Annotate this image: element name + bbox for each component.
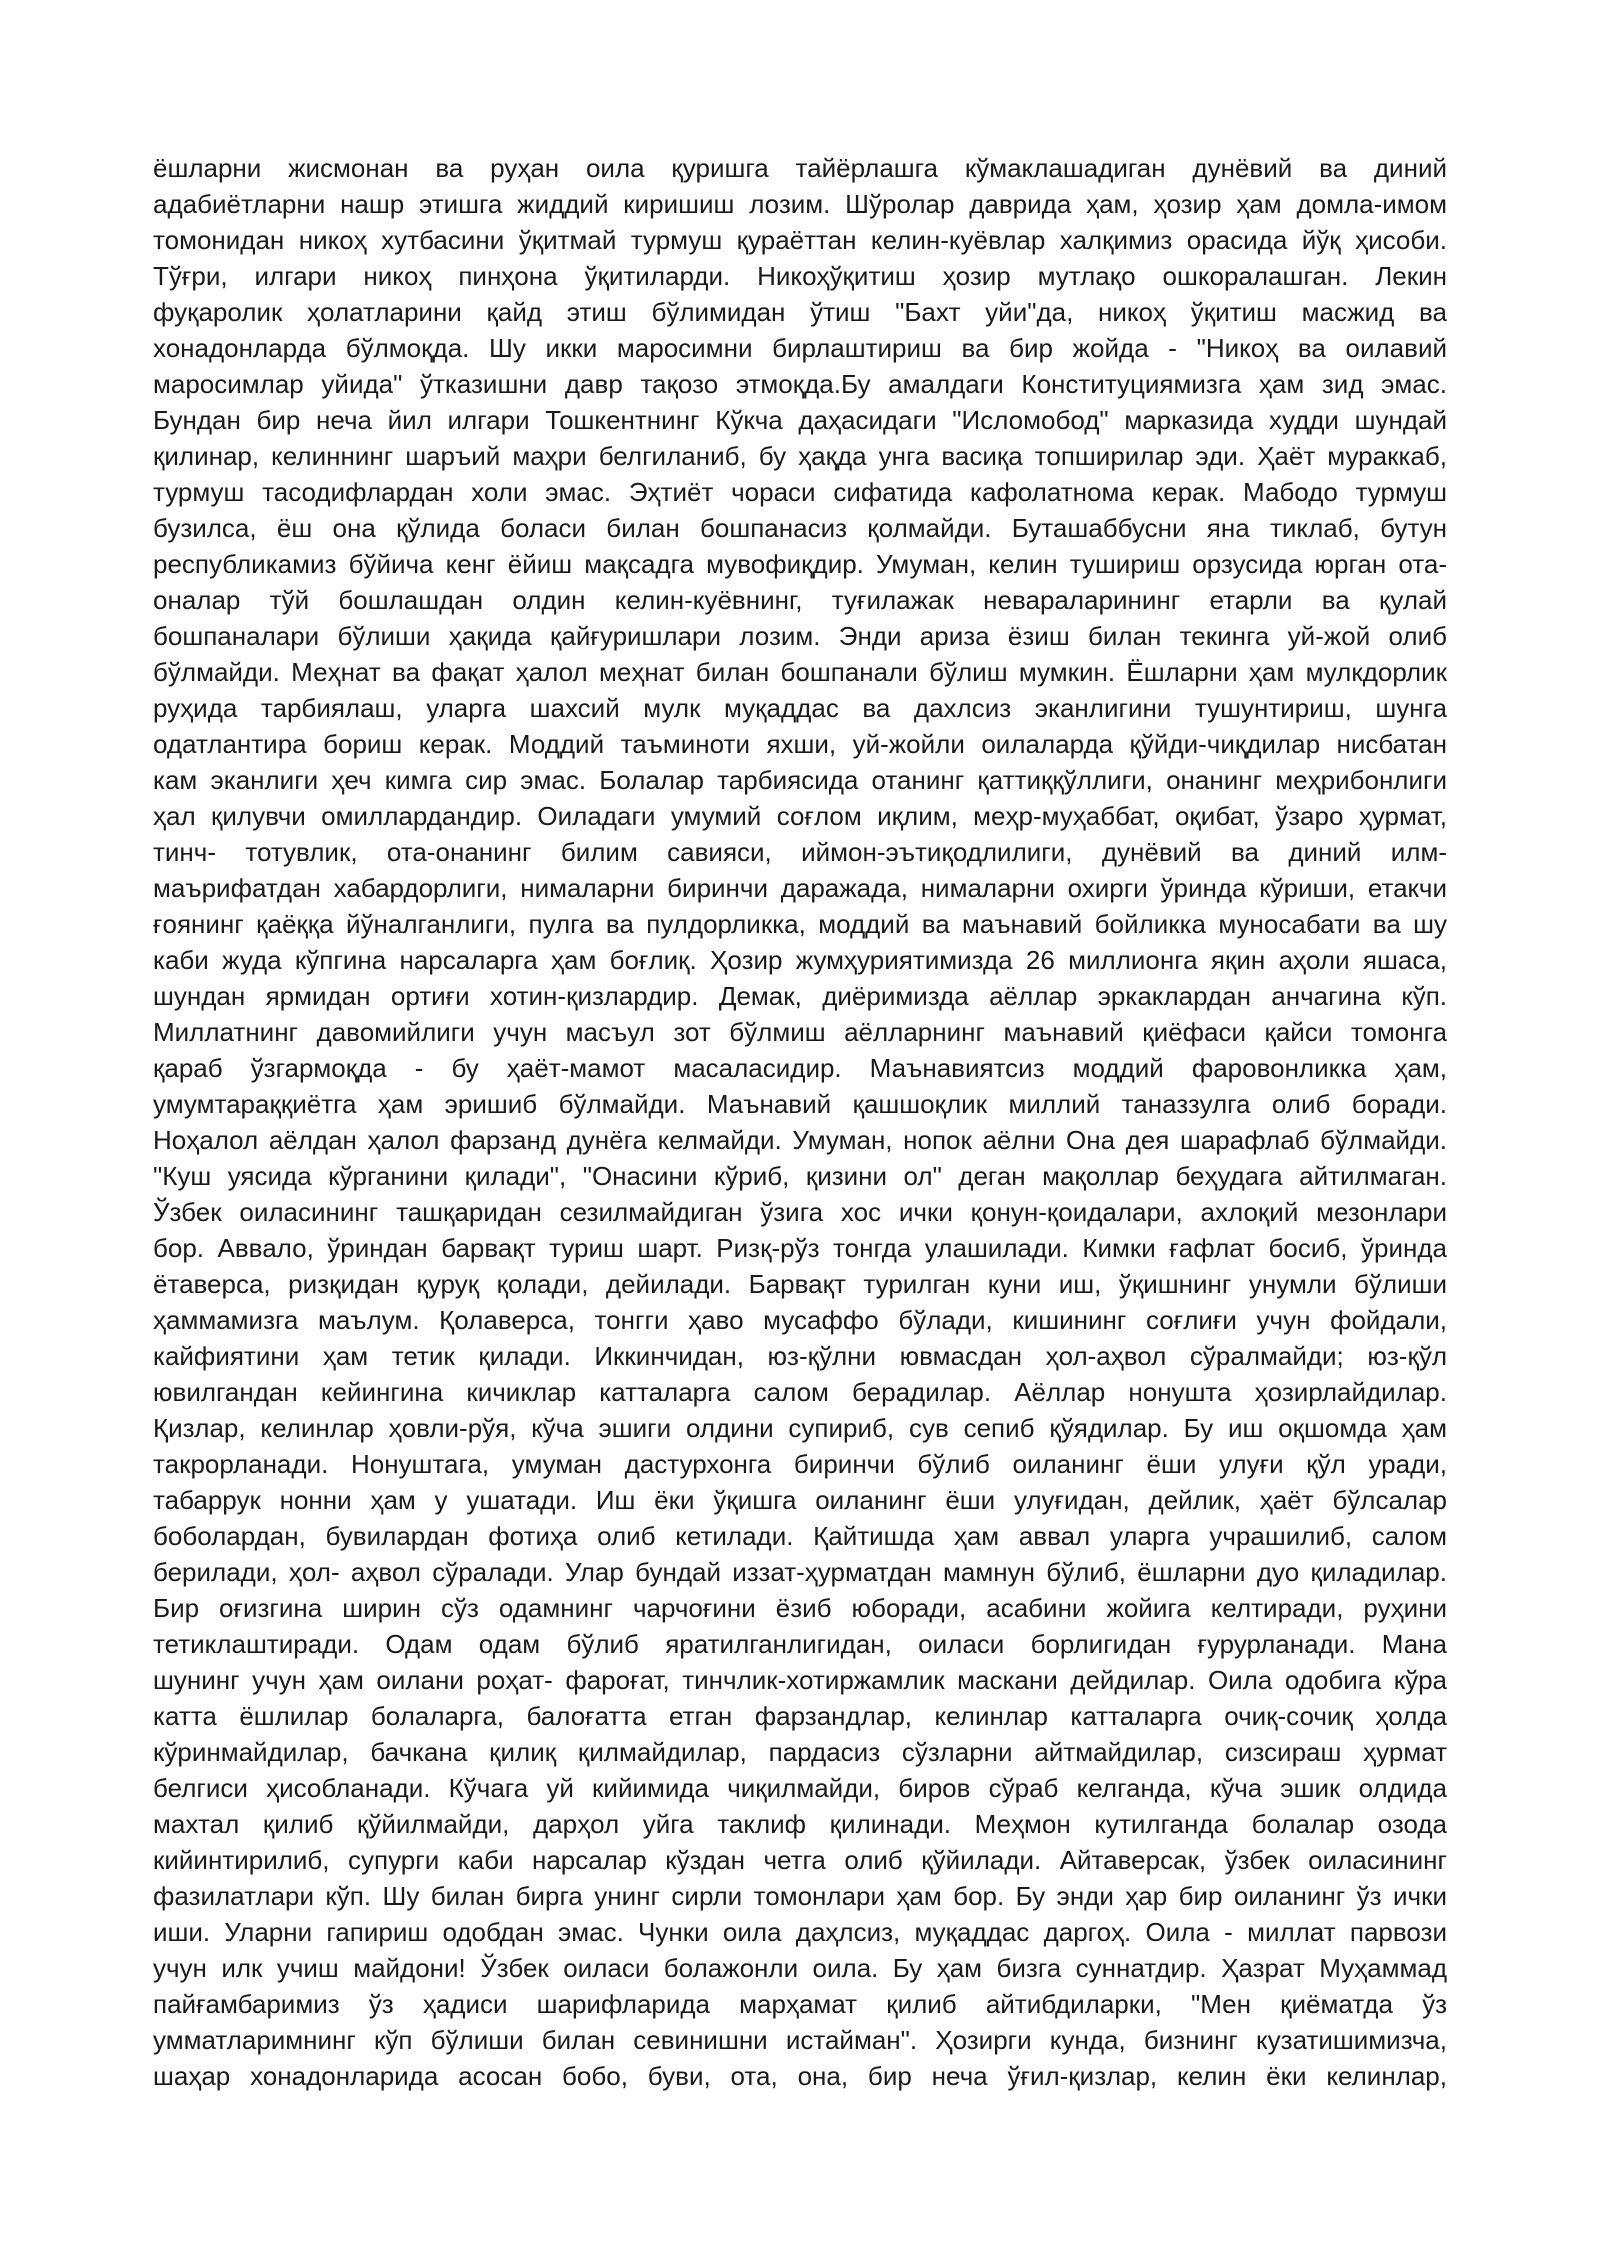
text-line: ювилгандан кейингина кичиклар катталарга салом берадилар. Аёллар нонушта ҳозирлайдилар.	[153, 1377, 1447, 1407]
text-line: шундан ярмидан ортиғи хотин-қизлардир. Демак, диёримизда аёллар эркаклардан анчагина кўп.	[153, 981, 1447, 1011]
text-line: берилади, ҳол- аҳвол сўралади. Улар бундай иззат-ҳурматдан мамнун бўлиб, ёшларни дуо қиладилар.	[153, 1557, 1447, 1587]
text-line: бор. Аввало, ўриндан барвақт туриш шарт. Ризқ-рўз тонгда улашилади. Кимки ғафлат босиб, ўринда	[153, 1233, 1447, 1263]
text-line: Тўғри, илгари никоҳ пинҳона ўқитиларди. Никоҳўқитиш ҳозир мутлақо ошкоралашган. Лекин	[153, 261, 1447, 291]
text-line: ёшларни жисмонан ва руҳан оила қуришга тайёрлашга кўмаклашадиган дунёвий ва диний	[153, 153, 1447, 183]
text-line: пайғамбаримиз ўз ҳадиси шарифларида марҳамат қилиб айтибдиларки, "Мен қиёматда ўз	[153, 1989, 1447, 2019]
text-line: катта ёшлилар болаларга, балоғатта етган фарзандлар, келинлар катталарга очиқ-сочиқ ҳолда	[153, 1701, 1447, 1731]
text-line: тетиклаштиради. Одам одам бўлиб яратилганлигидан, оиласи борлигидан ғурурланади. Мана	[153, 1629, 1447, 1659]
text-line: бошпаналари бўлиши ҳақида қайғуришлари лозим. Энди ариза ёзиш билан текинга уй-жой олиб	[153, 621, 1447, 651]
text-line: Бир оғизгина ширин сўз одамнинг чарчоғини ёзиб юборади, асабини жойига келтиради, руҳини	[153, 1593, 1447, 1623]
body-text	[153, 150, 1447, 2094]
text-line: Миллатнинг давомийлиги учун масъул зот бўлмиш аёлларнинг маънавий қиёфаси қайси томонга	[153, 1017, 1447, 1047]
text-line: республикамиз бўйича кенг ёйиш мақсадга мувофиқдир. Умуман, келин тушириш орзусида юрган ота-	[153, 549, 1447, 579]
text-line: бўлмайди. Меҳнат ва фақат ҳалол меҳнат билан бошпанали бўлиш мумкин. Ёшларни ҳам мулкдорлик	[153, 657, 1447, 687]
text-line: турмуш тасодифлардан холи эмас. Эҳтиёт чораси сифатида кафолатнома керак. Мабодо турмуш	[153, 477, 1447, 507]
text-line: тинч- тотувлик, ота-онанинг билим савияси, иймон-эътиқодлилиги, дунёвий ва диний илм-	[153, 837, 1447, 867]
document-page	[153, 150, 1447, 2094]
text-line: Қизлар, келинлар ҳовли-рўя, кўча эшиги олдини супириб, сув сепиб қўядилар. Бу иш оқшомда ҳам	[153, 1413, 1447, 1443]
text-line: маросимлар уйида" ўтказишни давр тақозо этмоқда.Бу амалдаги Конституциямизга ҳам зид эмас.	[153, 369, 1447, 399]
text-line: руҳида тарбиялаш, уларга шахсий мулк муқаддас ва дахлсиз эканлигини тушунтириш, шунга	[153, 693, 1447, 723]
text-line: Ноҳалол аёлдан ҳалол фарзанд дунёга келмайди. Умуман, нопок аёлни Она дея шарафлаб бўлмайди.	[153, 1125, 1447, 1155]
text-line: "Куш уясида кўрганини қилади", "Онасини кўриб, қизини ол" деган мақоллар беҳудага айтилмаган.	[153, 1161, 1447, 1191]
text-line: ётаверса, ризқидан қуруқ қолади, дейилади. Барвақт турилган куни иш, ўқишнинг унумли бўлиши	[153, 1269, 1447, 1299]
text-line: белгиси ҳисобланади. Кўчага уй кийимида чиқилмайди, биров сўраб келганда, кўча эшик олдида	[153, 1773, 1447, 1803]
text-line: кўринмайдилар, бачкана қилиқ қилмайдилар, пардасиз сўзларни айтмайдилар, сизсираш ҳурмат	[153, 1737, 1447, 1767]
text-line: фуқаролик ҳолатларини қайд этиш бўлимидан ўтиш "Бахт уйи"да, никоҳ ўқитиш масжид ва	[153, 297, 1447, 327]
text-line: кайфиятини ҳам тетик қилади. Иккинчидан, юз-қўлни ювмасдан ҳол-аҳвол сўралмайди; юз-қўл	[153, 1341, 1447, 1371]
text-line: қараб ўзгармоқда - бу ҳаёт-мамот масаласидир. Маънавиятсиз моддий фаровонликка ҳам,	[153, 1053, 1447, 1083]
text-line: такрорланади. Нонуштага, умуман дастурхонга биринчи бўлиб оиланинг ёши улуғи қўл уради,	[153, 1449, 1447, 1479]
text-line: Ўзбек оиласининг ташқаридан сезилмайдиган ўзига хос ички қонун-қоидалари, ахлоқий мезонлари	[153, 1197, 1447, 1227]
text-line: кийинтирилиб, супурги каби нарсалар кўздан четга олиб қўйилади. Айтаверсак, ўзбек оиласининг	[153, 1845, 1447, 1875]
text-line: фазилатлари кўп. Шу билан бирга унинг сирли томонлари ҳам бор. Бу энди ҳар бир оиланинг ўз ички	[153, 1881, 1447, 1911]
text-line: иши. Уларни гапириш одобдан эмас. Чунки оила даҳлсиз, муқаддас даргоҳ. Оила - миллат парвози	[153, 1917, 1447, 1947]
text-line: шаҳар хонадонларида асосан бобо, буви, ота, она, бир неча ўғил-қизлар, келин ёки келинлар,	[153, 2061, 1447, 2091]
text-line: ғоянинг қаёққа йўналганлиги, пулга ва пулдорликка, моддий ва маънавий бойликка муносабати ва шу	[153, 909, 1447, 939]
text-line: оналар тўй бошлашдан олдин келин-куёвнинг, туғилажак невараларининг етарли ва қулай	[153, 585, 1447, 615]
text-line: қилинар, келиннинг шаръий маҳри белгиланиб, бу ҳақда унга васиқа топширилар эди. Ҳаёт мураккаб,	[153, 441, 1447, 471]
text-line: хонадонларда бўлмоқда. Шу икки маросимни бирлаштириш ва бир жойда - "Никоҳ ва оилавий	[153, 333, 1447, 363]
text-line: кам эканлиги ҳеч кимга сир эмас. Болалар тарбиясида отанинг қаттиққўллиги, онанинг меҳрибонлиги	[153, 765, 1447, 795]
text-line: боболардан, бувилардан фотиҳа олиб кетилади. Қайтишда ҳам аввал уларга учрашилиб, салом	[153, 1521, 1447, 1551]
text-line: томонидан никоҳ хутбасини ўқитмай турмуш қураëттан келин-куёвлар халқимиз орасида йўқ ҳисоби.	[153, 225, 1447, 255]
text-line: умматларимнинг кўп бўлиши билан севинишни истайман". Ҳозирги кунда, бизнинг кузатишимизча,	[153, 2025, 1447, 2055]
text-line: бузилса, ёш она қўлида боласи билан бошпанасиз қолмайди. Буташаббусни яна тиклаб, бутун	[153, 513, 1447, 543]
text-line: шунинг учун ҳам оилани роҳат- фароғат, тинчлик-хотиржамлик маскани дейдилар. Оила одобига кўра	[153, 1665, 1447, 1695]
text-line: ҳаммамизга маълум. Қолаверса, тонгги ҳаво мусаффо бўлади, кишининг соғлиғи учун фойдали,	[153, 1305, 1447, 1335]
text-line: ҳал қилувчи омиллардандир. Оиладаги умумий соғлом иқлим, меҳр-муҳаббат, оқибат, ўзаро ҳурмат,	[153, 801, 1447, 831]
text-line: маърифатдан хабардорлиги, нималарни биринчи даражада, нималарни охирги ўринда кўриши, етакчи	[153, 873, 1447, 903]
text-line: табаррук нонни ҳам у ушатади. Иш ёки ўқишга оиланинг ёши улуғидан, дейлик, ҳаёт бўлсалар	[153, 1485, 1447, 1515]
text-line: учун илк учиш майдони! Ўзбек оиласи болажонли оила. Бу ҳам бизга суннатдир. Ҳазрат Муҳаммад	[153, 1953, 1447, 1983]
text-line: махтал қилиб қўйилмайди, дарҳол уйга таклиф қилинади. Меҳмон кутилганда болалар озода	[153, 1809, 1447, 1839]
text-line: Бундан бир неча йил илгари Тошкентнинг Кўкча даҳасидаги "Исломобод" марказида худди шундай	[153, 405, 1447, 435]
text-line: умумтараққиётга ҳам эришиб бўлмайди. Маънавий қашшоқлик миллий таназзулга олиб боради.	[153, 1089, 1447, 1119]
text-line: каби жуда кўпгина нарсаларга ҳам боғлиқ. Ҳозир жумҳуриятимизда 26 миллионга яқин аҳоли яшаса,	[153, 945, 1447, 975]
text-line: адабиётларни нашр этишга жиддий киришиш лозим. Шўролар даврида ҳам, ҳозир ҳам домла-имом	[153, 189, 1447, 219]
text-line: одатлантира бориш керак. Моддий таъминоти яхши, уй-жойли оилаларда қўйди-чиқдилар нисбатан	[153, 729, 1447, 759]
